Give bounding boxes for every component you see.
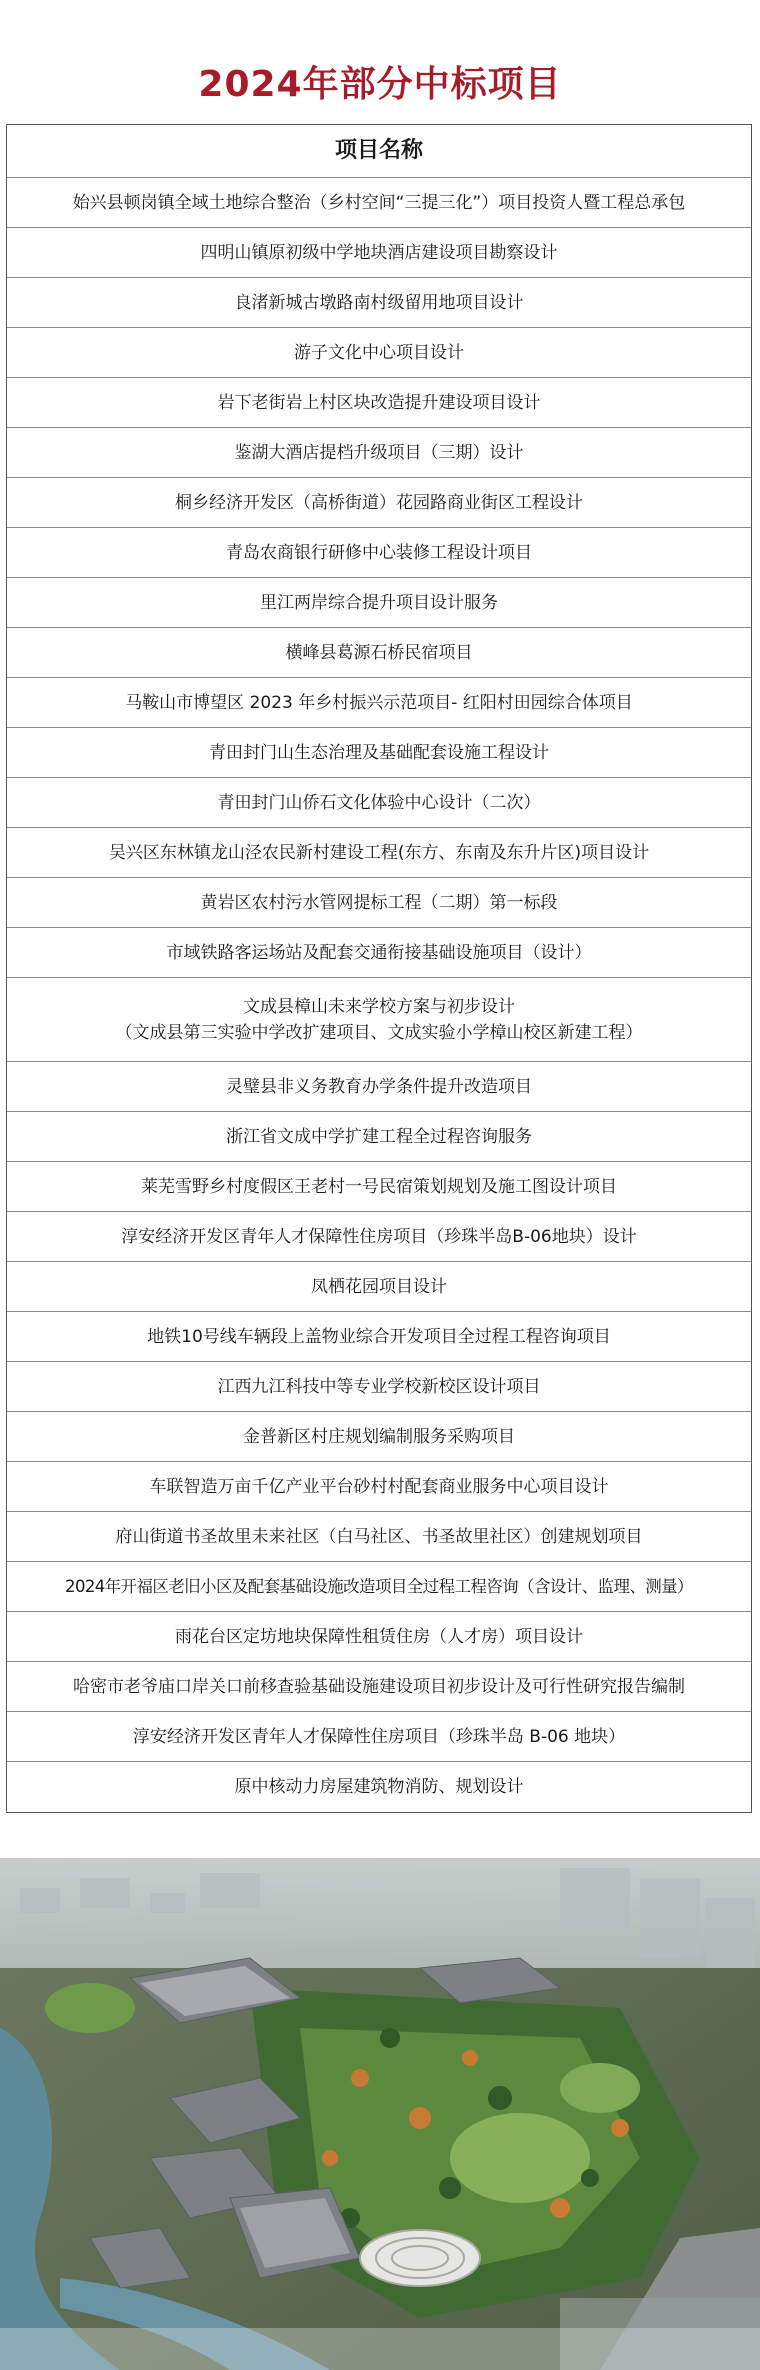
table-row: 车联智造万亩千亿产业平台砂村村配套商业服务中心项目设计 — [7, 1462, 751, 1512]
table-row: 吴兴区东林镇龙山泾农民新村建设工程(东方、东南及东升片区)项目设计 — [7, 828, 751, 878]
projects-table — [6, 124, 752, 1813]
table-row: 游子文化中心项目设计 — [7, 328, 751, 378]
table-header: 项目名称 — [7, 125, 751, 178]
table-row: 哈密市老爷庙口岸关口前移查验基础设施建设项目初步设计及可行性研究报告编制 — [7, 1662, 751, 1712]
table-row: 黄岩区农村污水管网提标工程（二期）第一标段 — [7, 878, 751, 928]
table-row: 岩下老街岩上村区块改造提升建设项目设计 — [7, 378, 751, 428]
table-row: 里江两岸综合提升项目设计服务 — [7, 578, 751, 628]
table-cell-line: （文成县第三实验中学改扩建项目、文成实验小学樟山校区新建工程） — [115, 1022, 643, 1043]
table-row: 始兴县顿岗镇全域土地综合整治（乡村空间“三提三化”）项目投资人暨工程总承包 — [7, 178, 751, 228]
aerial-rendering-image — [0, 1858, 760, 2370]
table-row: 良渚新城古墩路南村级留用地项目设计 — [7, 278, 751, 328]
table-row: 淳安经济开发区青年人才保障性住房项目（珍珠半岛 B-06 地块） — [7, 1712, 751, 1762]
table-row: 浙江省文成中学扩建工程全过程咨询服务 — [7, 1112, 751, 1162]
table-row: 金普新区村庄规划编制服务采购项目 — [7, 1412, 751, 1462]
table-row: 青岛农商银行研修中心装修工程设计项目 — [7, 528, 751, 578]
table-row: 桐乡经济开发区（高桥街道）花园路商业街区工程设计 — [7, 478, 751, 528]
table-row: 横峰县葛源石桥民宿项目 — [7, 628, 751, 678]
table-row: 鉴湖大酒店提档升级项目（三期）设计 — [7, 428, 751, 478]
page-title: 2024年部分中标项目 — [198, 64, 562, 105]
table-row: 马鞍山市博望区 2023 年乡村振兴示范项目- 红阳村田园综合体项目 — [7, 678, 751, 728]
table-row: 青田封门山生态治理及基础配套设施工程设计 — [7, 728, 751, 778]
table-row: 2024年开福区老旧小区及配套基础设施改造项目全过程工程咨询（含设计、监理、测量） — [7, 1562, 751, 1612]
table-cell-line: 文成县樟山未来学校方案与初步设计 — [243, 996, 515, 1017]
table-row: 青田封门山侨石文化体验中心设计（二次） — [7, 778, 751, 828]
table-row — [7, 978, 751, 1062]
table-row: 凤栖花园项目设计 — [7, 1262, 751, 1312]
table-row: 地铁10号线车辆段上盖物业综合开发项目全过程工程咨询项目 — [7, 1312, 751, 1362]
table-row: 灵璧县非义务教育办学条件提升改造项目 — [7, 1062, 751, 1112]
table-row: 四明山镇原初级中学地块酒店建设项目勘察设计 — [7, 228, 751, 278]
table-row: 市域铁路客运场站及配套交通衔接基础设施项目（设计） — [7, 928, 751, 978]
table-row: 莱芜雪野乡村度假区王老村一号民宿策划规划及施工图设计项目 — [7, 1162, 751, 1212]
table-row: 原中核动力房屋建筑物消防、规划设计 — [234, 1777, 524, 1797]
table-row: 雨花台区定坊地块保障性租赁住房（人才房）项目设计 — [7, 1612, 751, 1662]
table-row: 江西九江科技中等专业学校新校区设计项目 — [7, 1362, 751, 1412]
table-row: 府山街道书圣故里未来社区（白马社区、书圣故里社区）创建规划项目 — [7, 1512, 751, 1562]
table-row: 淳安经济开发区青年人才保障性住房项目（珍珠半岛B-06地块）设计 — [7, 1212, 751, 1262]
